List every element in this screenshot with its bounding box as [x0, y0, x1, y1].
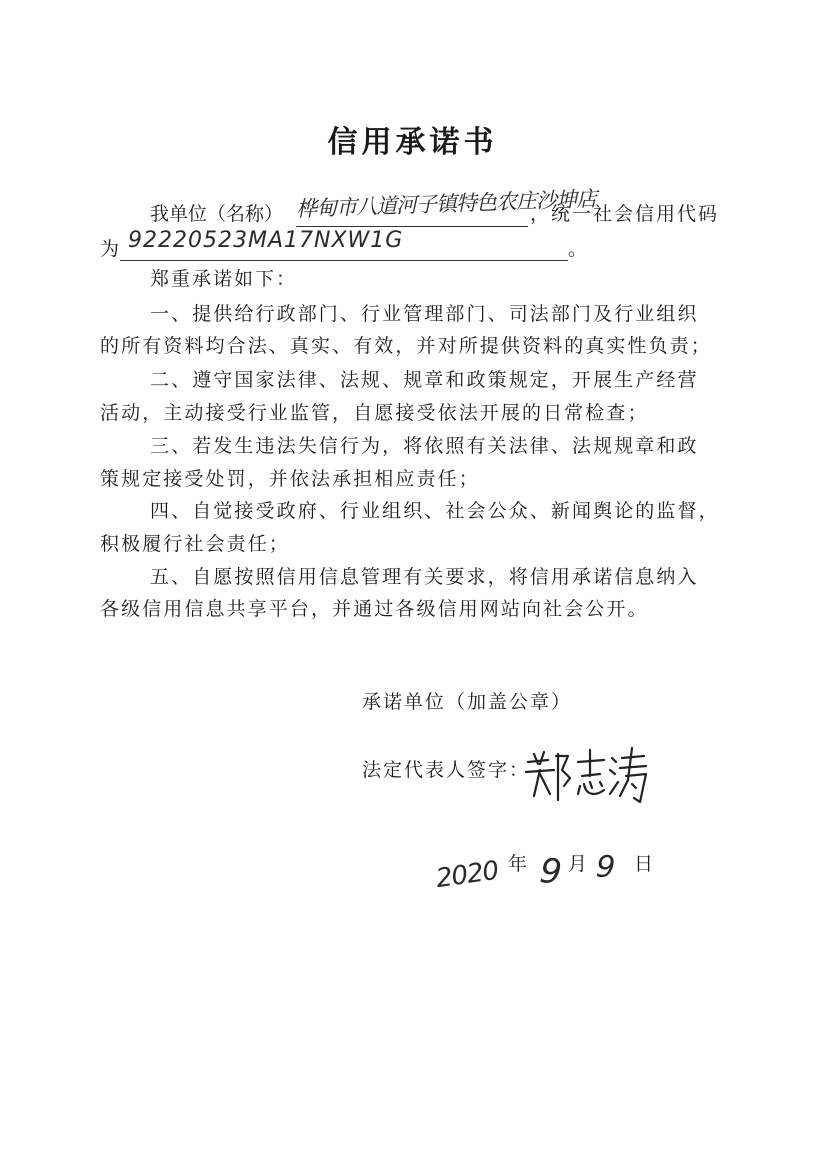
credit-code-underline	[120, 260, 568, 261]
pledge-heading: 郑重承诺如下：	[150, 268, 298, 290]
company-name-underline	[296, 226, 528, 227]
intro-line-1-prefix: 我单位（名称）	[150, 203, 284, 225]
date-month-unit: 月	[568, 853, 588, 875]
date-month-handwritten: 9	[537, 850, 564, 894]
intro-line-2-prefix: 为	[100, 238, 120, 260]
item-4-line-2: 积极履行社会责任；	[100, 533, 290, 555]
date-day-handwritten: 9	[594, 849, 617, 886]
credit-code-handwritten: 92220523MA17NXW1G	[128, 228, 404, 253]
item-5-line-2: 各级信用信息共享平台，并通过各级信用网站向社会公开。	[100, 598, 649, 620]
signature-label: 法定代表人签字：	[362, 759, 531, 781]
document-title: 信用承诺书	[327, 125, 498, 160]
item-2-line-1: 二、遵守国家法律、法规、规章和政策规定，开展生产经营	[150, 369, 699, 391]
intro-line-2-suffix: 。	[568, 238, 588, 260]
item-1-line-1: 一、提供给行政部门、行业管理部门、司法部门及行业组织	[150, 303, 699, 325]
intro-line-1-suffix: ，统一社会信用代码	[530, 203, 720, 225]
item-2-line-2: 活动，主动接受行业监管，自愿接受依法开展的日常检查；	[100, 402, 649, 424]
item-5-line-1: 五、自愿按照信用信息管理有关要求，将信用承诺信息纳入	[150, 566, 699, 588]
signature-image	[520, 740, 650, 820]
item-3-line-2: 策规定接受处罚，并依法承担相应责任；	[100, 468, 480, 490]
item-4-line-1: 四、自觉接受政府、行业组织、社会公众、新闻舆论的监督，	[150, 500, 720, 522]
item-3-line-1: 三、若发生违法失信行为，将依照有关法律、法规规章和政	[150, 435, 699, 457]
seal-label: 承诺单位（加盖公章）	[362, 691, 573, 713]
date-year-handwritten: 2020	[434, 855, 500, 895]
item-1-line-2: 的所有资料均合法、真实、有效，并对所提供资料的真实性负责；	[100, 335, 712, 357]
company-name-handwritten: 桦甸市八道河子镇特色农庄沙坤店	[295, 186, 597, 222]
date-year-unit: 年	[508, 853, 528, 875]
date-day-unit: 日	[634, 853, 654, 875]
